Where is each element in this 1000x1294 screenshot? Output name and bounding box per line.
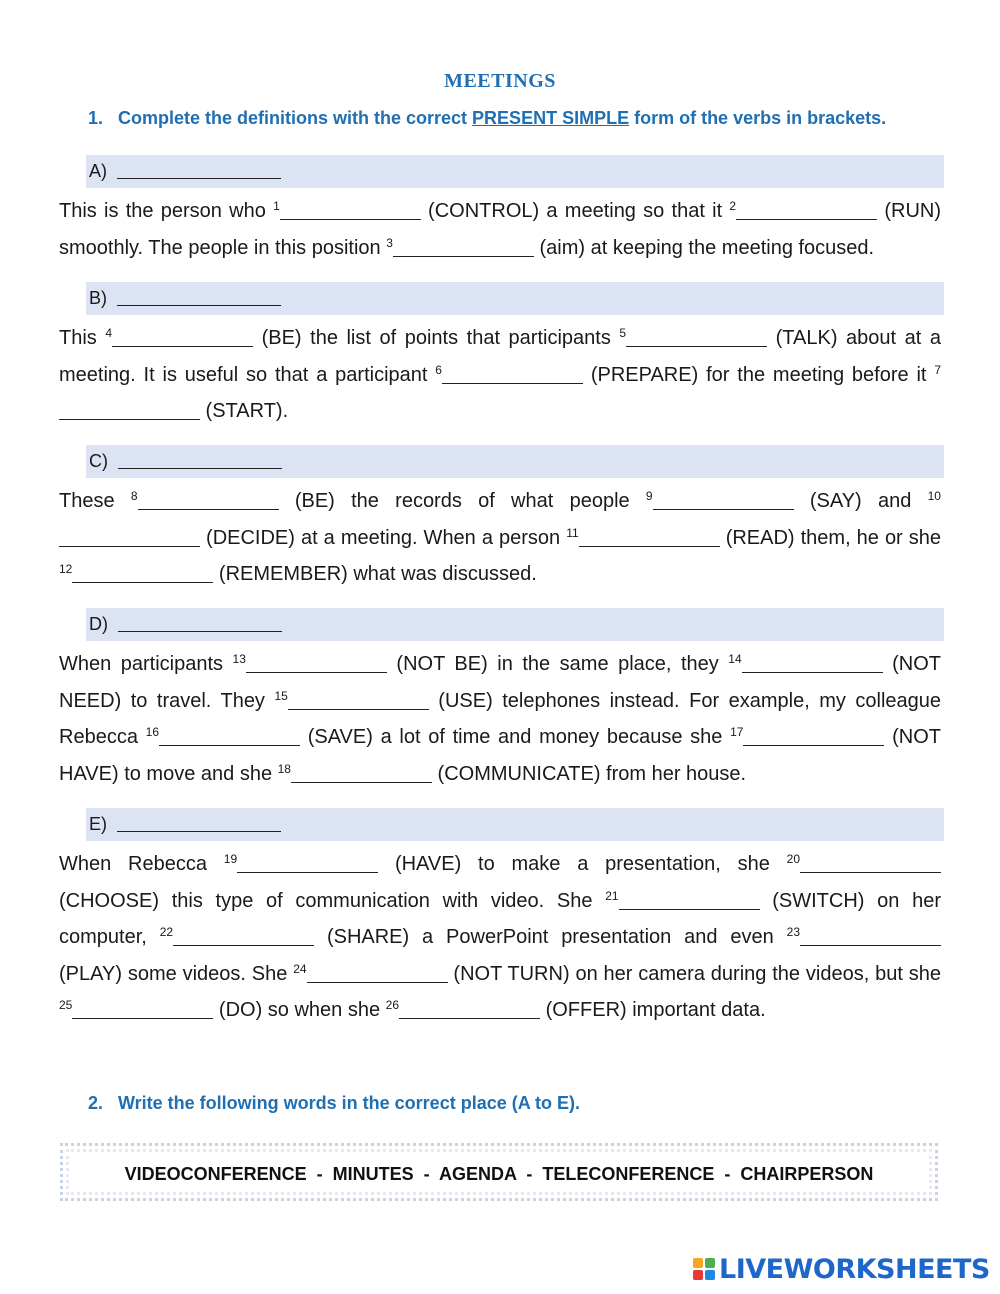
answer-blank-15[interactable] — [288, 687, 429, 710]
paragraph-text: This — [59, 327, 106, 349]
paragraph-text: (TALK) about at a meeting. It is useful so that a participant — [59, 327, 941, 386]
blank-number-19: 19 — [223, 852, 238, 866]
paragraph-text: (COMMUNICATE) from her house. — [431, 762, 747, 785]
paragraph-text: (USE) telephones instead. For example, my colleague Rebecca — [59, 689, 942, 748]
blank-number-26: 26 — [385, 998, 400, 1012]
answer-blank-16[interactable] — [159, 723, 300, 746]
answer-blank-9[interactable] — [653, 487, 794, 510]
answer-blank-20[interactable] — [800, 850, 941, 873]
paragraph-text: (PREPARE) for the meeting before it — [582, 363, 935, 386]
blank-number-9: 9 — [645, 489, 653, 503]
section-e-heading — [86, 808, 944, 841]
blank-number-11: 11 — [566, 525, 579, 540]
instruction-1 — [88, 108, 886, 129]
paragraph-text: (REMEMBER) what was discussed. — [213, 563, 537, 585]
blank-number-23: 23 — [786, 925, 800, 939]
paragraph-text: (DO) so when she — [213, 999, 386, 1021]
blank-number-20: 20 — [786, 852, 800, 866]
section-b-answer-blank[interactable] — [117, 285, 281, 306]
paragraph-text: (BE) the list of points that participants — [253, 327, 620, 349]
paragraph-text: (OFFER) important data. — [540, 999, 766, 1021]
answer-blank-26[interactable] — [399, 996, 540, 1019]
blank-number-24: 24 — [293, 961, 307, 976]
paragraph-text: (NOT TURN) on her camera during the videos, but she — [447, 962, 941, 985]
paragraph-text: When Rebecca — [59, 853, 224, 875]
paragraph-text: (SWITCH) on her computer, — [59, 889, 941, 948]
paragraph-text: This is the person who — [59, 200, 274, 222]
answer-blank-5[interactable] — [626, 324, 767, 347]
answer-blank-22[interactable] — [173, 923, 314, 946]
section-a-label: A) — [89, 161, 107, 181]
answer-blank-1[interactable] — [280, 197, 421, 220]
paragraph-text: (HAVE) to make a presentation, she — [378, 853, 787, 875]
paragraph-text: (SAVE) a lot of time and money because she — [300, 726, 731, 748]
blank-number-2: 2 — [729, 199, 737, 213]
blank-number-12: 12 — [59, 562, 73, 576]
instruction-2 — [88, 1093, 580, 1114]
word-bank-text: VIDEOCONFERENCE - MINUTES - AGENDA - TELECONFERENCE - CHAIRPERSON — [124, 1164, 874, 1184]
blank-number-15: 15 — [274, 688, 288, 703]
blank-number-14: 14 — [728, 652, 742, 666]
instruction-1-underlined: PRESENT SIMPLE — [472, 108, 630, 128]
answer-blank-11[interactable] — [579, 524, 720, 547]
answer-blank-2[interactable] — [736, 197, 877, 220]
section-d-answer-blank[interactable] — [118, 611, 282, 632]
blank-number-6: 6 — [435, 362, 442, 377]
answer-blank-23[interactable] — [800, 923, 941, 946]
answer-blank-10[interactable] — [59, 524, 200, 547]
answer-blank-13[interactable] — [246, 650, 387, 673]
blank-number-4: 4 — [105, 326, 113, 340]
page-title: MEETINGS — [444, 70, 556, 92]
blank-number-13: 13 — [232, 652, 246, 666]
blank-number-3: 3 — [386, 235, 393, 250]
section-d-label: D) — [89, 614, 108, 634]
blank-number-17: 17 — [730, 725, 744, 739]
section-a-heading — [86, 155, 944, 188]
paragraph-text: (DECIDE) at a meeting. When a person — [200, 526, 567, 549]
paragraph-text: (CHOOSE) this type of communication with video. She — [59, 889, 606, 912]
paragraph-a — [59, 193, 941, 266]
answer-blank-25[interactable] — [72, 996, 213, 1019]
logo-mark-icon — [693, 1258, 715, 1280]
paragraph-text: (NOT HAVE) to move and she — [59, 726, 942, 785]
answer-blank-14[interactable] — [742, 650, 883, 673]
paragraph-c — [59, 483, 941, 593]
blank-number-10: 10 — [927, 489, 941, 503]
blank-number-7: 7 — [934, 362, 941, 377]
instruction-1-text-after: form of the verbs in brackets. — [629, 108, 887, 128]
section-d-heading — [86, 608, 944, 641]
blank-number-5: 5 — [619, 326, 627, 340]
answer-blank-19[interactable] — [237, 850, 378, 873]
paragraph-text: (SHARE) a PowerPoint presentation and even — [314, 926, 787, 948]
answer-blank-7[interactable] — [59, 397, 200, 420]
paragraph-b — [59, 320, 941, 430]
paragraph-text: (SAY) and — [793, 490, 928, 512]
blank-number-8: 8 — [130, 489, 138, 503]
paragraph-text: (BE) the records of what people — [278, 490, 646, 512]
paragraph-text: (NOT NEED) to travel. They — [59, 653, 942, 712]
answer-blank-6[interactable] — [442, 361, 583, 384]
blank-number-22: 22 — [159, 925, 174, 939]
answer-blank-12[interactable] — [72, 560, 213, 583]
instruction-1-text-before: Complete the definitions with the correct — [118, 108, 473, 128]
answer-blank-4[interactable] — [112, 324, 253, 347]
blank-number-1: 1 — [273, 199, 280, 213]
blank-number-16: 16 — [145, 725, 159, 739]
section-b-label: B) — [89, 288, 107, 308]
paragraph-text: When participants — [59, 653, 233, 675]
paragraph-text: (RUN) smoothly. The people in this position — [59, 200, 942, 259]
paragraph-e — [59, 846, 941, 1029]
answer-blank-21[interactable] — [619, 887, 760, 910]
answer-blank-3[interactable] — [393, 234, 534, 257]
answer-blank-24[interactable] — [307, 960, 448, 983]
paragraph-text: These — [59, 490, 131, 512]
instruction-2-text: Write the following words in the correct place (A to E). — [118, 1093, 581, 1113]
paragraph-text: (READ) them, he or she — [719, 526, 942, 549]
blank-number-25: 25 — [59, 998, 73, 1012]
answer-blank-18[interactable] — [291, 760, 432, 783]
section-c-label: C) — [89, 451, 108, 471]
section-e-answer-blank[interactable] — [117, 811, 281, 832]
instruction-1-number: 1. — [88, 108, 104, 128]
instruction-2-number: 2. — [88, 1093, 104, 1113]
word-bank — [60, 1143, 938, 1201]
section-b-heading — [86, 282, 944, 315]
section-c-heading — [86, 445, 944, 478]
paragraph-text: (aim) at keeping the meeting focused. — [533, 236, 875, 259]
answer-blank-8[interactable] — [138, 487, 279, 510]
blank-number-18: 18 — [277, 761, 291, 776]
section-c-answer-blank[interactable] — [118, 448, 282, 469]
answer-blank-17[interactable] — [743, 723, 884, 746]
paragraph-d — [59, 646, 941, 792]
paragraph-text: (NOT BE) in the same place, they — [386, 653, 729, 675]
liveworksheets-logo — [693, 1254, 990, 1284]
paragraph-text: (PLAY) some videos. She — [59, 962, 294, 985]
logo-text: LIVEWORKSHEETS — [719, 1253, 990, 1285]
blank-number-21: 21 — [605, 888, 619, 903]
paragraph-text: (CONTROL) a meeting so that it — [420, 200, 730, 222]
section-e-label: E) — [89, 814, 107, 834]
section-a-answer-blank[interactable] — [117, 158, 281, 179]
paragraph-text: (START). — [200, 400, 289, 422]
